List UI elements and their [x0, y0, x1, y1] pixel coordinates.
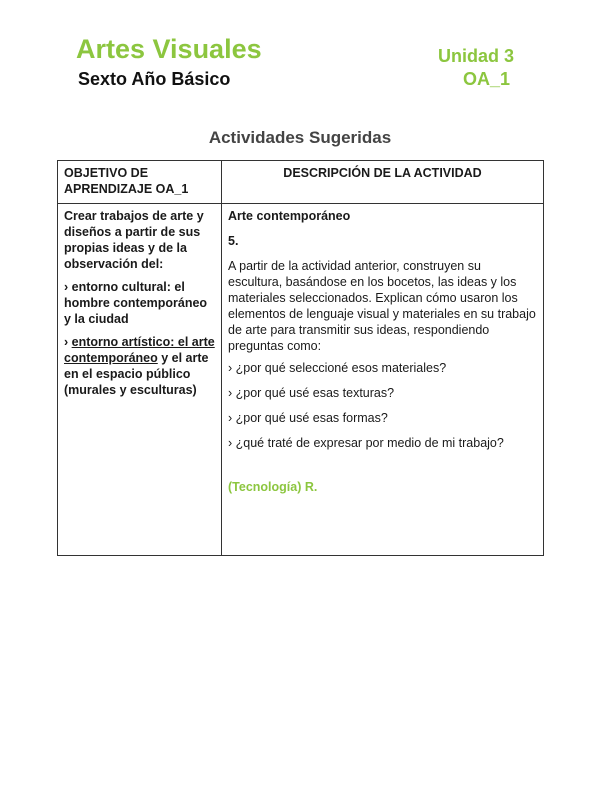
activity-number: 5.: [228, 234, 239, 248]
technology-tag: (Tecnología) R.: [228, 480, 318, 494]
question-item: › ¿qué traté de expresar por medio de mi trabajo?: [228, 436, 504, 450]
grade-title: Sexto Año Básico: [78, 69, 231, 89]
objective-item-rest: y el arte en el espacio público (murales y esculturas): [64, 351, 209, 397]
header-objective: OBJETIVO DE APRENDIZAJE OA_1: [58, 161, 222, 204]
question-item: › ¿por qué seleccioné esos materiales?: [228, 361, 447, 375]
question-item: › ¿por qué usé esas texturas?: [228, 386, 395, 400]
objective-cell: [58, 204, 222, 556]
activity-cell: [222, 204, 544, 556]
section-title: Actividades Sugeridas: [208, 128, 392, 147]
activity-title: Arte contemporáneo: [228, 209, 351, 223]
header-description: DESCRIPCIÓN DE LA ACTIVIDAD: [222, 161, 544, 204]
table-row: [58, 204, 544, 556]
unit-label: Unidad 3: [437, 46, 514, 66]
oa-label: OA_1: [462, 69, 510, 89]
objective-item-artistic: [64, 334, 215, 398]
question-item: › ¿por qué usé esas formas?: [228, 411, 388, 425]
activity-description: A partir de la actividad anterior, construyen su escultura, basándose en los bocetos, las ideas y los materiales seleccionados. Explican cómo usaron los elementos de lenguaje visual y materiales en su trabajo de arte para transmitir sus ideas, respondiendo preguntas como:: [228, 259, 536, 353]
objective-intro: Crear trabajos de arte y diseños a partir de sus propias ideas y de la observación del:: [64, 209, 204, 271]
objective-item-prefix: ›: [64, 335, 72, 349]
objective-item-cultural: › entorno cultural: el hombre contemporáneo y la ciudad: [64, 280, 208, 326]
activity-table: [57, 160, 544, 556]
table-header-row: [58, 161, 544, 204]
objective-item-underlined: entorno artístico: el arte contemporáneo: [64, 335, 215, 365]
subject-title: Artes Visuales: [76, 34, 262, 64]
